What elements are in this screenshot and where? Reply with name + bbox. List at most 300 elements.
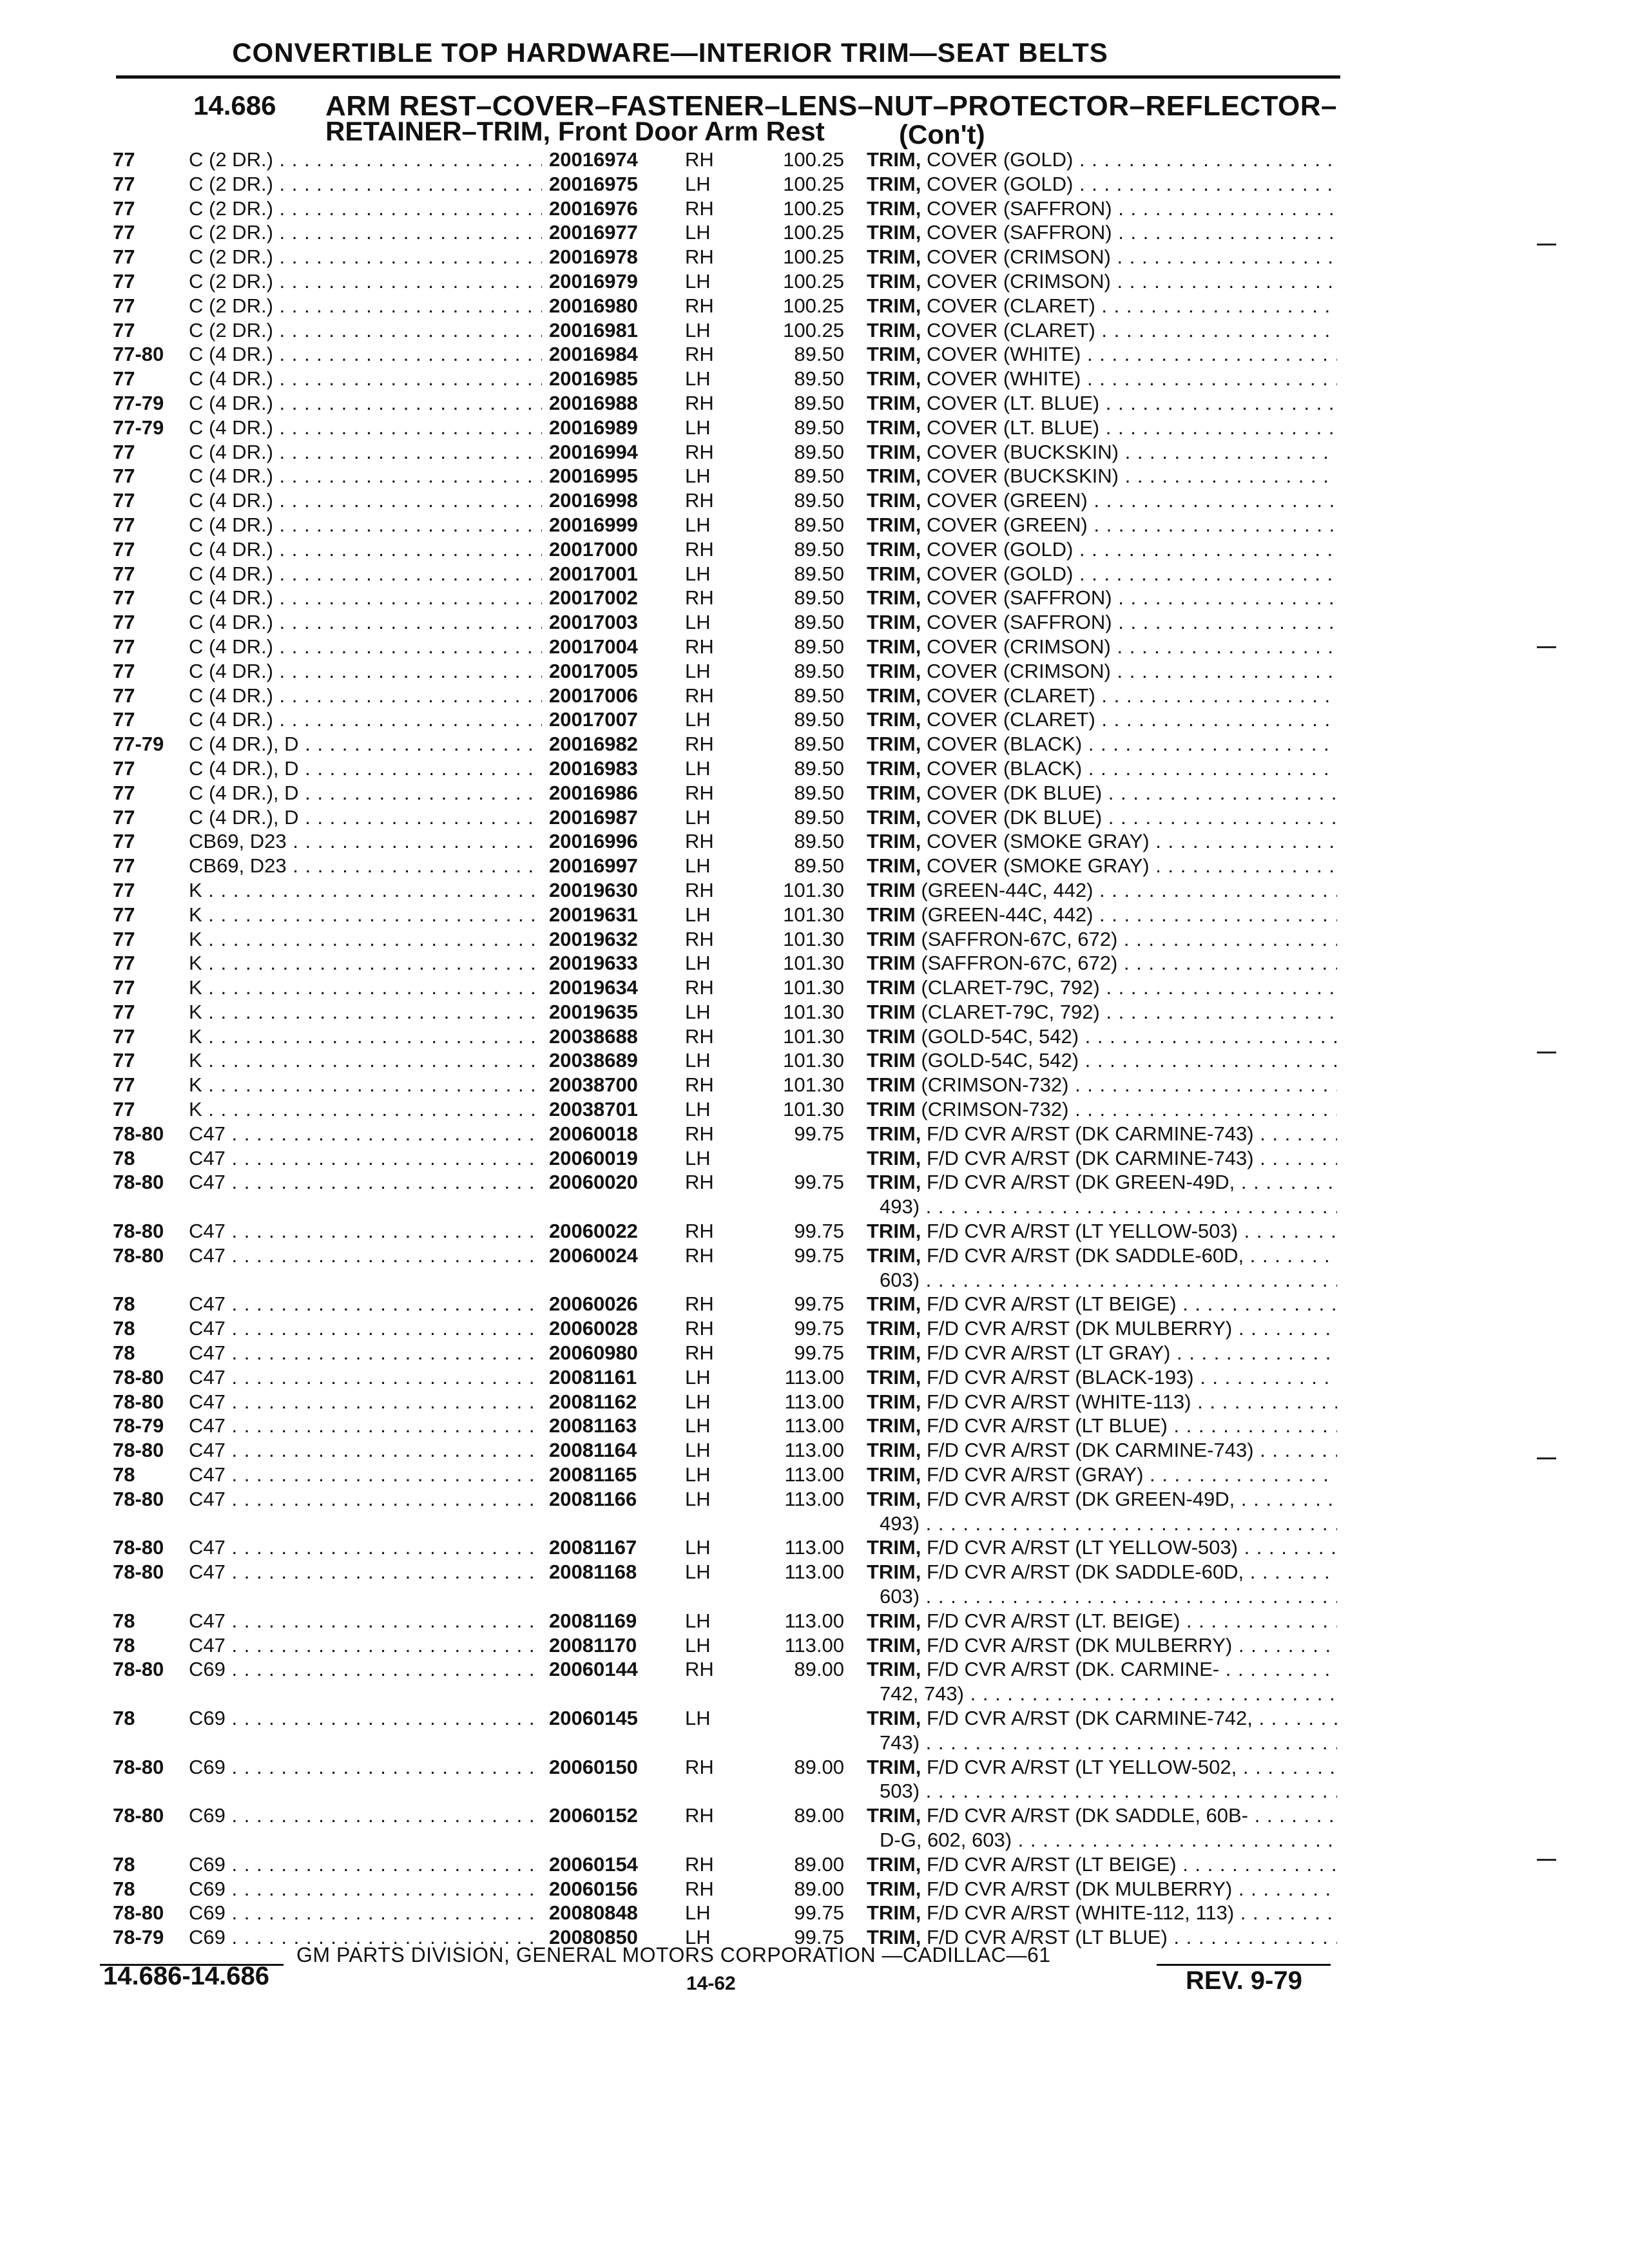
description <box>867 659 1337 684</box>
model-year: 77 <box>113 659 135 682</box>
description <box>867 707 1337 732</box>
model-year: 77 <box>113 1024 135 1048</box>
side: LH <box>685 1707 711 1729</box>
body-code: C (2 DR.) . . . <box>189 148 542 172</box>
description-keyword: TRIM, <box>867 684 921 707</box>
body-code: C (4 DR.) . . . <box>189 707 542 732</box>
part-number: 20081164 <box>549 1439 637 1462</box>
part-number: 20080848 <box>549 1901 638 1925</box>
description-keyword: TRIM <box>867 927 916 950</box>
side: LH <box>685 513 711 536</box>
table-row <box>0 1609 1629 1633</box>
part-number: 20060145 <box>549 1707 638 1729</box>
body-code: C47 . . . <box>189 1414 542 1438</box>
side: RH <box>685 1658 714 1681</box>
description-keyword: TRIM, <box>867 562 921 585</box>
model-year: 77 <box>113 830 135 853</box>
side: RH <box>685 976 714 999</box>
body-code: C (4 DR.) . . . <box>189 659 542 684</box>
body-code: K . . . <box>189 975 542 1000</box>
side: LH <box>685 562 711 585</box>
side: RH <box>685 1852 714 1876</box>
price: 113.00 <box>784 1536 844 1559</box>
price: 89.50 <box>794 537 844 561</box>
price: 100.25 <box>783 269 844 293</box>
body-code: C (4 DR.) . . . <box>189 367 542 391</box>
price: 89.50 <box>794 513 844 536</box>
side: LH <box>685 1146 711 1169</box>
section-title-line2: RETAINER–TRIM, Front Door Arm Rest <box>325 116 825 146</box>
part-number: 20060019 <box>549 1146 638 1169</box>
model-year: 78-80 <box>113 1658 164 1681</box>
price: 89.50 <box>794 708 844 731</box>
price: 89.50 <box>794 805 844 829</box>
description-text: F/D CVR A/RST (DK CARMINE-743) <box>921 1439 1254 1462</box>
part-number: 20060024 <box>549 1244 638 1267</box>
description-keyword: TRIM, <box>867 1122 921 1145</box>
description-keyword: TRIM, <box>867 1390 921 1413</box>
table-row <box>0 172 1629 197</box>
part-number: 20060028 <box>549 1317 638 1340</box>
footer-page-number: 14-62 <box>686 1973 736 1994</box>
description-continuation: 503) . . . <box>880 1779 1337 1803</box>
part-number: 20016983 <box>549 756 638 780</box>
description-text: (GREEN-44C, 442) <box>915 878 1094 901</box>
price: 99.75 <box>794 1220 844 1243</box>
description-text: COVER (SAFFRON) <box>921 197 1112 220</box>
part-number: 20060154 <box>549 1852 638 1876</box>
description-text: COVER (GREEN) <box>921 489 1088 512</box>
description-text: F/D CVR A/RST (DK SADDLE-60D, <box>921 1561 1244 1584</box>
description-keyword: TRIM <box>867 903 916 926</box>
side: RH <box>685 684 714 707</box>
model-year: 77 <box>113 952 135 975</box>
description <box>867 1219 1337 1244</box>
part-number: 20016994 <box>549 440 638 463</box>
body-code: C69 . . . <box>189 1877 542 1901</box>
description-keyword: TRIM <box>867 976 916 999</box>
body-code: C (4 DR.), D . . . <box>189 732 542 756</box>
part-number: 20019633 <box>549 952 638 975</box>
body-code: C (2 DR.) . . . <box>189 245 542 269</box>
body-code: C (4 DR.) . . . <box>189 391 542 416</box>
description-text: F/D CVR A/RST (DK MULBERRY) <box>921 1633 1233 1657</box>
price: 89.00 <box>794 1877 844 1900</box>
description <box>867 391 1337 416</box>
side: LH <box>685 172 711 195</box>
footer-rule-right <box>1157 1964 1331 1966</box>
model-year: 77 <box>113 318 135 341</box>
side: RH <box>685 294 714 317</box>
description-continuation: 742, 743) . . . <box>880 1682 1337 1706</box>
side: LH <box>685 269 711 293</box>
description <box>867 367 1337 391</box>
table-row <box>0 1414 1629 1438</box>
part-number: 20016975 <box>549 172 638 195</box>
price: 89.50 <box>794 586 844 610</box>
price: 101.30 <box>783 976 844 999</box>
description-keyword: TRIM <box>867 952 916 975</box>
body-code: C47 . . . <box>189 1292 542 1316</box>
description-text: COVER (BUCKSKIN) <box>921 440 1119 463</box>
price: 99.75 <box>794 1122 844 1145</box>
side: LH <box>685 952 711 975</box>
side: RH <box>685 1073 714 1097</box>
description <box>867 1633 1337 1658</box>
side: LH <box>685 805 711 829</box>
description <box>867 537 1337 562</box>
model-year: 77 <box>113 172 135 195</box>
price: 99.75 <box>794 1341 844 1365</box>
description <box>867 1292 1337 1316</box>
description-continuation: 493) . . . <box>880 1195 1337 1219</box>
body-code: C47 . . . <box>189 1146 542 1171</box>
description <box>867 951 1337 975</box>
side: LH <box>685 1901 711 1925</box>
description-text: F/D CVR A/RST (LT. BEIGE) <box>921 1609 1181 1632</box>
table-row <box>0 1073 1629 1097</box>
body-code: C47 . . . <box>189 1487 542 1512</box>
part-number: 20016974 <box>549 148 638 171</box>
body-code: C (4 DR.) . . . <box>189 610 542 635</box>
part-number: 20060022 <box>549 1220 638 1243</box>
part-number: 20016988 <box>549 391 638 414</box>
description-text: F/D CVR A/RST (DK MULBERRY) <box>921 1317 1233 1340</box>
description <box>867 756 1337 781</box>
side: RH <box>685 1341 714 1365</box>
table-row <box>0 148 1629 172</box>
description <box>867 610 1337 635</box>
part-number: 20016982 <box>549 733 638 756</box>
description-keyword: TRIM, <box>867 1658 921 1681</box>
description-keyword: TRIM, <box>867 269 921 293</box>
price: 101.30 <box>783 952 844 975</box>
body-code: C (2 DR.) . . . <box>189 172 542 197</box>
price: 100.25 <box>783 172 844 195</box>
description-text: COVER (GOLD) <box>921 172 1074 195</box>
model-year: 78 <box>113 1293 135 1316</box>
model-year: 77 <box>113 367 135 390</box>
part-number: 20060980 <box>549 1341 638 1365</box>
body-code: CB69, D23 . . . <box>189 854 542 878</box>
table-row <box>0 1000 1629 1024</box>
parts-list <box>0 148 1629 1950</box>
part-number: 20017002 <box>549 586 638 610</box>
table-row <box>0 1877 1629 1901</box>
description-keyword: TRIM, <box>867 1171 921 1194</box>
price: 89.50 <box>794 830 844 853</box>
description-text: F/D CVR A/RST (DK CARMINE-742, <box>921 1707 1253 1729</box>
price: 113.00 <box>784 1609 844 1632</box>
description-text: F/D CVR A/RST (LT BLUE) <box>921 1414 1168 1437</box>
description-text: F/D CVR A/RST (DK CARMINE-743) <box>921 1122 1254 1145</box>
part-number: 20081162 <box>549 1390 637 1413</box>
description-text: (GOLD-54C, 542) <box>915 1049 1079 1072</box>
body-code: K . . . <box>189 927 542 952</box>
description-text: COVER (SAFFRON) <box>921 611 1112 634</box>
side: LH <box>685 659 711 682</box>
model-year: 78-80 <box>113 1804 164 1827</box>
description-keyword: TRIM <box>867 1000 916 1023</box>
description-continuation: 603) . . . <box>880 1584 1337 1609</box>
description-keyword: TRIM, <box>867 805 921 829</box>
table-row <box>0 878 1629 903</box>
part-number: 20016987 <box>549 805 638 829</box>
description-text: (CLARET-79C, 792) <box>915 976 1100 999</box>
description-keyword: TRIM, <box>867 1609 921 1632</box>
side: RH <box>685 1244 714 1267</box>
table-row <box>0 562 1629 586</box>
description <box>867 1852 1337 1877</box>
description-keyword: TRIM, <box>867 367 921 390</box>
description-keyword: TRIM, <box>867 1146 921 1169</box>
description-keyword: TRIM, <box>867 416 921 439</box>
table-row <box>0 464 1629 488</box>
description-text: COVER (CLARET) <box>921 318 1095 341</box>
model-year: 78 <box>113 1877 135 1900</box>
body-code: C47 . . . <box>189 1390 542 1414</box>
model-year: 77 <box>113 586 135 610</box>
description <box>867 1341 1337 1365</box>
footer-revision: REV. 9-79 <box>1186 1966 1302 1995</box>
price: 101.30 <box>783 1073 844 1097</box>
model-year: 77 <box>113 489 135 512</box>
description <box>867 1609 1337 1633</box>
price: 113.00 <box>784 1414 844 1437</box>
description-keyword: TRIM, <box>867 1707 921 1729</box>
description <box>867 148 1337 172</box>
description-text: (CRIMSON-732) <box>915 1073 1069 1097</box>
side: RH <box>685 440 714 463</box>
description-keyword: TRIM, <box>867 513 921 536</box>
body-code: C47 . . . <box>189 1122 542 1146</box>
side: LH <box>685 1414 711 1437</box>
description-keyword: TRIM, <box>867 1365 921 1389</box>
part-number: 20016980 <box>549 294 638 317</box>
price: 89.50 <box>794 367 844 390</box>
price: 89.50 <box>794 684 844 707</box>
description-keyword: TRIM, <box>867 635 921 658</box>
price: 101.30 <box>783 1000 844 1023</box>
model-year: 77 <box>113 294 135 317</box>
model-year: 78 <box>113 1146 135 1169</box>
model-year: 77-79 <box>113 416 164 439</box>
table-row <box>0 1146 1629 1171</box>
description-keyword: TRIM, <box>867 1633 921 1657</box>
description-keyword: TRIM, <box>867 1536 921 1559</box>
table-row <box>0 1292 1629 1316</box>
description-keyword: TRIM <box>867 1098 916 1121</box>
price: 100.25 <box>783 148 844 171</box>
side: RH <box>685 1755 714 1778</box>
table-row <box>0 684 1629 708</box>
side: RH <box>685 148 714 171</box>
side: LH <box>685 221 711 244</box>
model-year: 77 <box>113 805 135 829</box>
description-text: F/D CVR A/RST (LT YELLOW-502, <box>921 1755 1237 1778</box>
description-keyword: TRIM, <box>867 440 921 463</box>
description-text: COVER (GOLD) <box>921 562 1074 585</box>
description <box>867 1316 1337 1341</box>
description-continuation: 493) . . . <box>880 1512 1337 1536</box>
side: LH <box>685 1439 711 1462</box>
description-text: COVER (LT. BLUE) <box>921 391 1100 414</box>
footer-publisher: GM PARTS DIVISION, GENERAL MOTORS CORPORATION —CADILLAC—61 <box>296 1943 1051 1966</box>
margin-tick <box>1537 1457 1556 1459</box>
description-text: (CLARET-79C, 792) <box>915 1000 1100 1023</box>
body-code: C (2 DR.) . . . <box>189 318 542 343</box>
body-code: C (4 DR.) . . . <box>189 440 542 465</box>
price: 89.50 <box>794 343 844 366</box>
description-keyword: TRIM, <box>867 1804 921 1827</box>
side: LH <box>685 465 711 488</box>
table-row <box>0 586 1629 610</box>
description-keyword: TRIM, <box>867 1852 921 1876</box>
table-row <box>0 342 1629 367</box>
description-keyword: TRIM, <box>867 294 921 317</box>
model-year: 77 <box>113 878 135 901</box>
price: 101.30 <box>783 1049 844 1072</box>
table-row <box>0 416 1629 440</box>
table-row <box>0 1122 1629 1146</box>
body-code: C69 . . . <box>189 1925 542 1950</box>
part-number: 20081166 <box>549 1487 637 1510</box>
model-year: 77 <box>113 465 135 488</box>
part-number: 20081170 <box>549 1633 637 1657</box>
table-row <box>0 927 1629 952</box>
description-keyword: TRIM, <box>867 489 921 512</box>
part-number: 20038701 <box>549 1098 638 1121</box>
body-code: C (2 DR.) . . . <box>189 294 542 318</box>
description-keyword: TRIM, <box>867 1220 921 1243</box>
part-number: 20081165 <box>549 1463 637 1486</box>
side: RH <box>685 733 714 756</box>
model-year: 78-80 <box>113 1561 164 1584</box>
table-row <box>0 513 1629 537</box>
body-code: C47 . . . <box>189 1438 542 1463</box>
model-year: 77 <box>113 635 135 658</box>
table-row <box>0 1219 1629 1244</box>
description <box>867 1244 1337 1268</box>
description <box>867 220 1337 245</box>
description <box>867 1097 1337 1122</box>
section-title-line1: ARM REST–COVER–FASTENER–LENS–NUT–PROTECTOR–REFLECTOR– <box>325 90 1338 122</box>
model-year: 77 <box>113 269 135 293</box>
price: 89.50 <box>794 635 844 658</box>
description-text: F/D CVR A/RST (GRAY) <box>921 1463 1144 1486</box>
side: RH <box>685 537 714 561</box>
description <box>867 781 1337 805</box>
table-row <box>0 854 1629 878</box>
model-year: 77 <box>113 221 135 244</box>
side: RH <box>685 878 714 901</box>
model-year: 77 <box>113 1000 135 1023</box>
description-keyword: TRIM, <box>867 1926 921 1949</box>
side: LH <box>685 611 711 634</box>
model-year: 78-80 <box>113 1220 164 1243</box>
table-row <box>0 1633 1629 1658</box>
part-number: 20016996 <box>549 830 638 853</box>
body-code: C69 . . . <box>189 1803 542 1828</box>
body-code: C (4 DR.), D . . . <box>189 756 542 781</box>
table-row <box>0 269 1629 294</box>
price: 99.75 <box>794 1317 844 1340</box>
side: LH <box>685 1463 711 1486</box>
price: 113.00 <box>784 1487 844 1510</box>
description <box>867 1414 1337 1438</box>
body-code: K . . . <box>189 878 542 903</box>
side: LH <box>685 1365 711 1389</box>
body-code: C47 . . . <box>189 1463 542 1487</box>
description-continuation: 603) . . . <box>880 1268 1337 1293</box>
table-row <box>0 1024 1629 1049</box>
margin-tick <box>1537 646 1556 648</box>
table-row <box>0 781 1629 805</box>
part-number: 20081161 <box>549 1365 637 1389</box>
price: 101.30 <box>783 927 844 950</box>
description-continuation: D-G, 602, 603) . . . <box>880 1828 1337 1852</box>
description <box>867 269 1337 294</box>
description-keyword: TRIM, <box>867 172 921 195</box>
table-row <box>0 610 1629 635</box>
description-keyword: TRIM, <box>867 148 921 171</box>
description-text: COVER (CLARET) <box>921 708 1095 731</box>
part-number: 20081168 <box>549 1561 637 1584</box>
description-text: COVER (BLACK) <box>921 733 1083 756</box>
side: RH <box>685 343 714 366</box>
description-keyword: TRIM, <box>867 343 921 366</box>
description-text: (SAFFRON-67C, 672) <box>915 952 1118 975</box>
price: 100.25 <box>783 245 844 269</box>
description-text: COVER (SMOKE GRAY) <box>921 830 1150 853</box>
price: 89.00 <box>794 1755 844 1778</box>
description-keyword: TRIM, <box>867 1414 921 1437</box>
body-code: C (2 DR.) . . . <box>189 269 542 294</box>
description-text: F/D CVR A/RST (LT YELLOW-503) <box>921 1220 1238 1243</box>
table-row <box>0 245 1629 269</box>
table-row <box>0 1755 1629 1804</box>
body-code: C47 . . . <box>189 1316 542 1341</box>
description <box>867 464 1337 488</box>
description-keyword: TRIM, <box>867 586 921 610</box>
model-year: 78 <box>113 1317 135 1340</box>
model-year: 78-80 <box>113 1755 164 1778</box>
part-number: 20060020 <box>549 1171 638 1194</box>
body-code: K . . . <box>189 1048 542 1073</box>
description-text: COVER (LT. BLUE) <box>921 416 1100 439</box>
table-row <box>0 488 1629 513</box>
model-year: 77 <box>113 611 135 634</box>
table-row <box>0 756 1629 781</box>
part-number: 20019631 <box>549 903 638 926</box>
table-row <box>0 1438 1629 1463</box>
description-text: COVER (CLARET) <box>921 684 1095 707</box>
description-text: F/D CVR A/RST (LT GRAY) <box>921 1341 1171 1365</box>
side: RH <box>685 391 714 414</box>
part-number: 20081169 <box>549 1609 637 1632</box>
part-number: 20017005 <box>549 659 638 682</box>
model-year: 77-79 <box>113 391 164 414</box>
table-row <box>0 1803 1629 1852</box>
body-code: K . . . <box>189 1024 542 1049</box>
side: LH <box>685 1633 711 1657</box>
price: 113.00 <box>784 1365 844 1389</box>
body-code: C (4 DR.) . . . <box>189 488 542 513</box>
model-year: 78 <box>113 1341 135 1365</box>
part-number: 20017007 <box>549 708 638 731</box>
price: 89.50 <box>794 611 844 634</box>
description-keyword: TRIM, <box>867 197 921 220</box>
